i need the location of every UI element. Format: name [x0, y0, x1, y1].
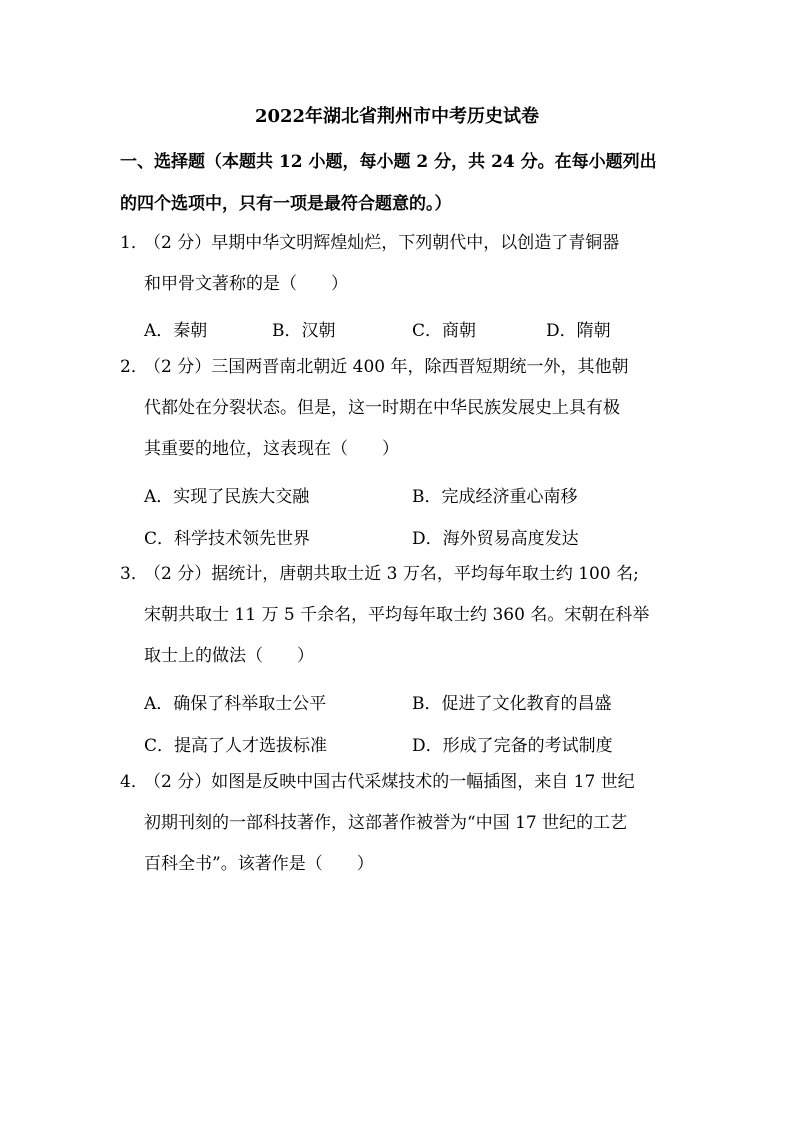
question-text-line: 和甲骨文著称的是（ ）: [144, 274, 348, 294]
question-4: [120, 762, 680, 885]
question-2: [120, 347, 680, 470]
section-heading: [120, 141, 680, 225]
question-number: 1．: [120, 233, 148, 253]
page-title: 2022年湖北省荆州市中考历史试卷: [254, 106, 540, 127]
question-text-line: （2 分）三国两晋南北朝近 400 年，除西晋短期统一外，其他朝: [144, 357, 629, 377]
question-text-line: （2 分）早期中华文明辉煌灿烂，下列朝代中，以创造了青铜器: [144, 233, 620, 253]
option-a[interactable]: A．实现了民族大交融: [144, 487, 310, 507]
option-c[interactable]: C．商朝: [412, 321, 477, 341]
question-text-line: 初期刊刻的一部科技著作，这部著作被誉为“中国 17 世纪的工艺: [144, 813, 628, 833]
option-b[interactable]: B．完成经济重心南移: [412, 487, 578, 507]
option-d[interactable]: D．海外贸易高度发达: [412, 529, 579, 549]
question-text-line: （2 分）如图是反映中国古代采煤技术的一幅插图，来自 17 世纪: [144, 772, 635, 792]
section-heading-line-2: 的四个选项中，只有一项是最符合题意的。）: [120, 194, 452, 214]
option-c[interactable]: C．提高了人才选拔标准: [144, 736, 328, 756]
option-b[interactable]: B．汉朝: [272, 321, 336, 341]
option-a[interactable]: A．确保了科举取士公平: [144, 694, 327, 714]
question-text-line: 代都处在分裂状态。但是，这一时期在中华民族发展史上具有极: [144, 398, 620, 418]
option-c[interactable]: C．科学技术领先世界: [144, 529, 311, 549]
question-number: 4．: [120, 772, 148, 792]
question-text-line: 取士上的做法（ ）: [144, 646, 314, 666]
question-1: [120, 223, 680, 305]
question-text-line: （2 分）据统计，唐朝共取士近 3 万名，平均每年取士约 100 名;: [144, 564, 639, 584]
question-number: 2．: [120, 357, 148, 377]
question-number: 3．: [120, 564, 148, 584]
question-text-line: 其重要的地位，这表现在（ ）: [144, 439, 399, 459]
option-b[interactable]: B．促进了文化教育的昌盛: [412, 694, 612, 714]
question-text-line: 宋朝共取士 11 万 5 千余名，平均每年取士约 360 名。宋朝在科举: [144, 605, 650, 625]
option-d[interactable]: D．隋朝: [546, 321, 611, 341]
section-heading-line-1: 一、选择题（本题共 12 小题，每小题 2 分，共 24 分。在每小题列出: [120, 152, 657, 172]
question-text-line: 百科全书”。该著作是（ ）: [144, 854, 374, 874]
question-3: [120, 554, 680, 677]
option-a[interactable]: A．秦朝: [144, 321, 208, 341]
option-d[interactable]: D．形成了完备的考试制度: [412, 736, 613, 756]
